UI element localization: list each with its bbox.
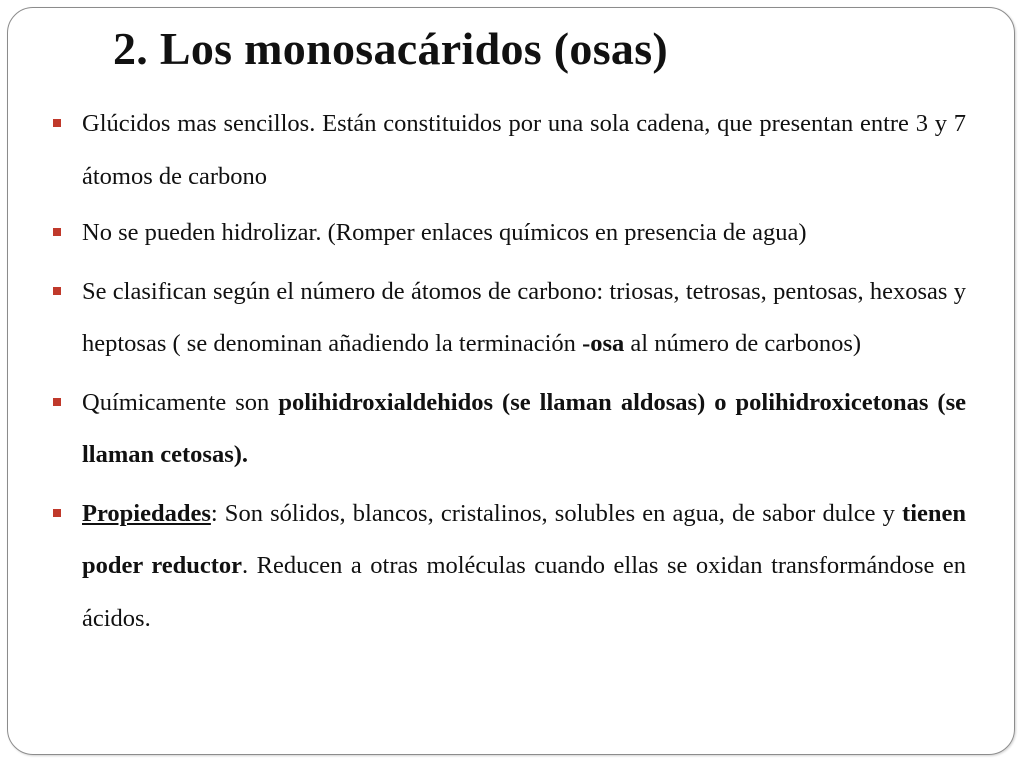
bullet-square-icon bbox=[53, 228, 61, 236]
properties-label: Propiedades bbox=[82, 499, 211, 527]
bold-suffix-osa: -osa bbox=[582, 330, 625, 357]
bullet-list bbox=[52, 98, 966, 651]
bold-term-ketones: (se llaman aldosas) o polihidroxicetonas (se llaman cetosas). bbox=[82, 388, 966, 468]
bullet-text: No se pueden hidrolizar. (Romper enlaces químicos en presencia de agua) bbox=[82, 219, 807, 246]
bullet-properties bbox=[52, 488, 966, 646]
bullet-text: Se clasifican según el número de átomos de carbono: triosas, tetrosas, pentosas, hexosas y heptosas ( se denominan añadiendo la terminación bbox=[82, 277, 966, 357]
bullet-chemistry bbox=[52, 377, 966, 482]
bullet-square-icon bbox=[53, 119, 61, 127]
bullet-square-icon bbox=[53, 287, 61, 295]
bullet-text: Químicamente son bbox=[82, 388, 279, 416]
bullet-text: Glúcidos mas sencillos. Están constituidos por una sola cadena, que presentan entre 3 y 7 átomos de carbono bbox=[82, 110, 966, 190]
bullet-square-icon bbox=[53, 509, 61, 517]
bold-term-reducing: tienen poder reductor bbox=[82, 499, 966, 579]
bold-term-aldehydes: polihidroxialdehidos bbox=[278, 388, 494, 416]
bullet-text: al número de carbonos) bbox=[624, 330, 862, 357]
bullet-classification bbox=[52, 266, 966, 371]
slide-title: 2. Los monosacáridos (osas) bbox=[113, 23, 669, 74]
bullet-definition bbox=[52, 98, 966, 203]
bullet-square-icon bbox=[53, 398, 61, 406]
bullet-text: . Reducen a otras moléculas cuando ellas se oxidan transformándose en ácidos. bbox=[82, 552, 966, 632]
bullet-text: : Son sólidos, blancos, cristalinos, solubles en agua, de sabor dulce y bbox=[210, 499, 903, 527]
bullet-hydrolysis bbox=[52, 207, 966, 260]
